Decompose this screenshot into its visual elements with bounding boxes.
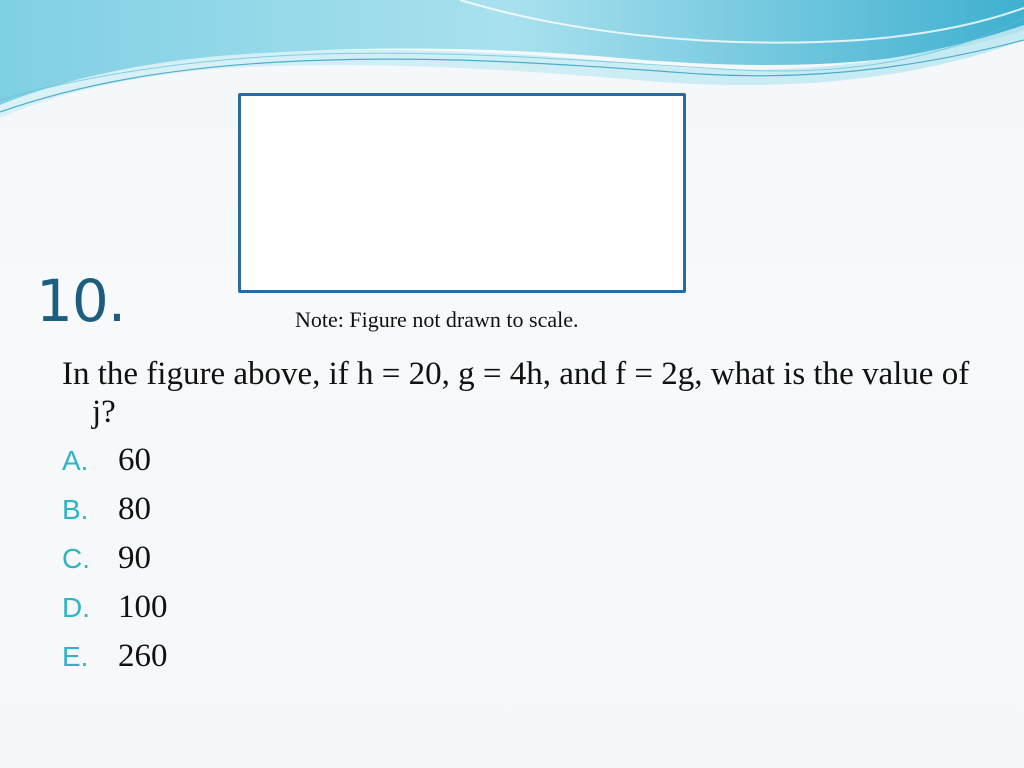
choice-e — [62, 638, 168, 687]
choice-letter: B. — [62, 494, 89, 525]
choice-letter: D. — [62, 592, 90, 623]
choice-value: 100 — [118, 589, 168, 625]
question-text: In the figure above, if h = 20, g = 4h, and f = 2g, what is the value of j? — [62, 356, 970, 430]
slide-title: 10. — [36, 267, 126, 335]
choice-letter: C. — [62, 543, 90, 574]
figure-note: Note: Figure not drawn to scale. — [295, 307, 579, 332]
answer-choices — [62, 442, 168, 687]
choice-b — [62, 491, 168, 540]
choice-value: 60 — [118, 442, 151, 478]
choice-c — [62, 540, 168, 589]
choice-value: 90 — [118, 540, 151, 576]
choice-letter: E. — [62, 641, 89, 672]
choice-value: 260 — [118, 638, 168, 674]
choice-letter: A. — [62, 445, 89, 476]
choice-a — [62, 442, 168, 491]
choice-value: 80 — [118, 491, 151, 527]
figure-placeholder-rectangle — [238, 93, 686, 293]
choice-d — [62, 589, 168, 638]
